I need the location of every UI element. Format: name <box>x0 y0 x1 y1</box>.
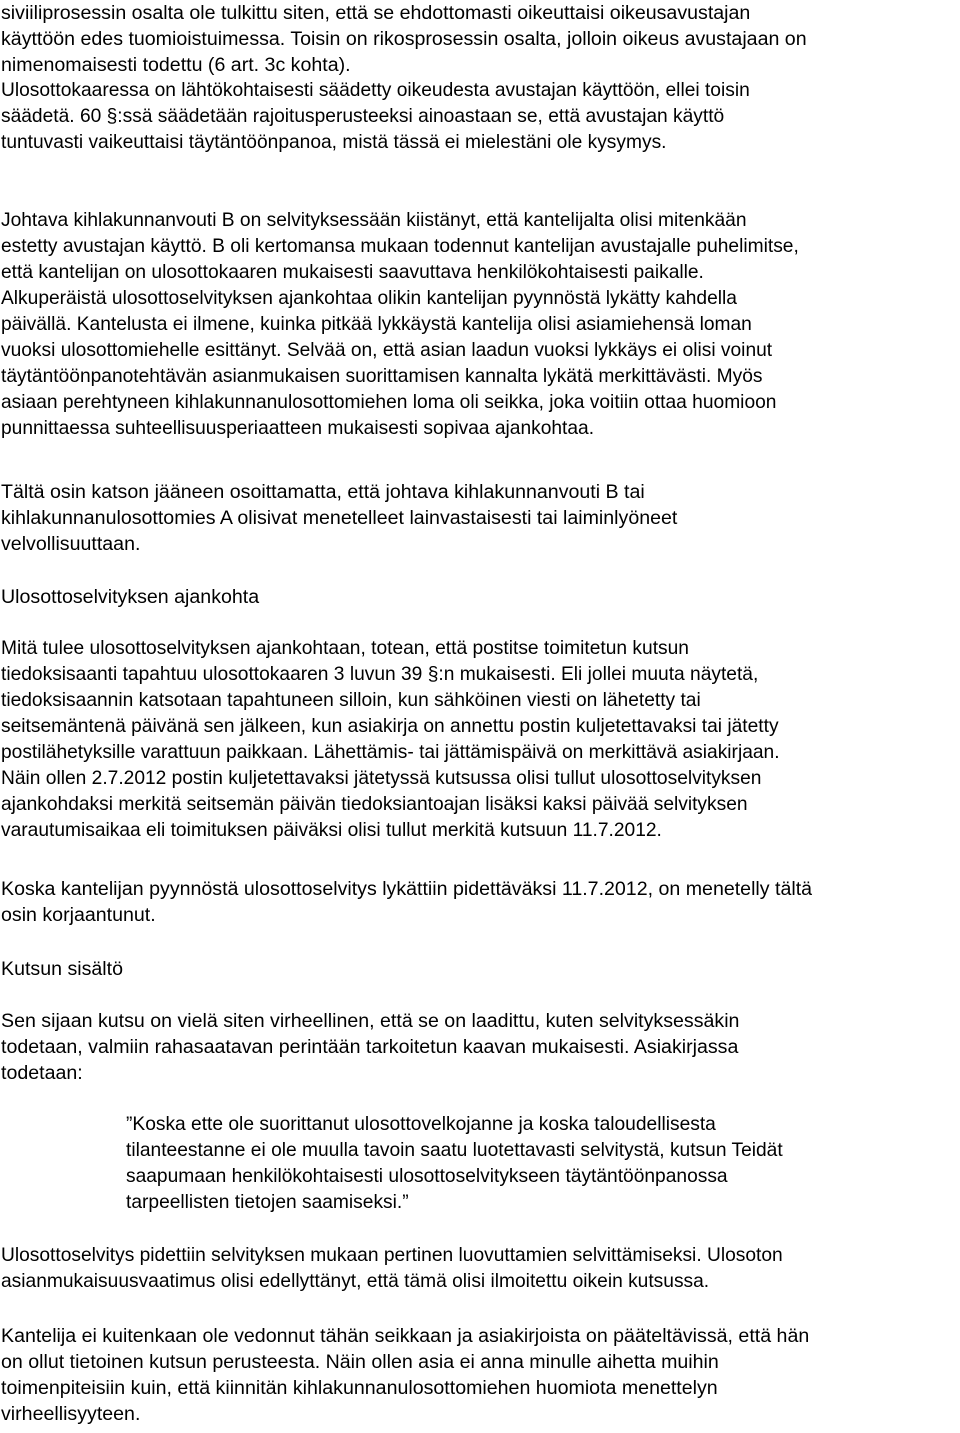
heading-enforcement-inquiry-date: Ulosottoselvityksen ajankohta <box>1 586 260 608</box>
heading-summons-content: Kutsun sisältö <box>1 958 123 980</box>
paragraph-enforcement-code: Ulosottokaaressa on lähtökohtaisesti säädetty oikeudesta avustajan käyttöön, ellei toisin säädetä. 60 §:ssä säädetään rajoitusperusteeksi ainoastaan se, että avustajan käyttö tuntuvasti vaikeuttaisi täytäntöönpanoa, mistä tässä ei mielestäni ole kysymys. <box>1 80 750 153</box>
paragraph-conclusion: Tältä osin katson jääneen osoittamatta, että johtava kihlakunnanvouti B tai kihlakunnanulosottomies A olisivat menetelleet lainvastaisesti tai laiminlyöneet velvollisuuttaan. <box>1 481 678 555</box>
paragraph-inquiry-purpose: Ulosottoselvitys pidettiin selvityksen mukaan pertinen luovuttamien selvittämiseksi. Ulosoton asianmukaisuusvaatimus olisi edellyttänyt, että tämä olisi ilmoitettu oikein kutsussa. <box>1 1245 783 1292</box>
paragraph-postponement: Koska kantelijan pyynnöstä ulosottoselvitys lykättiin pidettäväksi 11.7.2012, on menetelly tältä osin korjaantunut. <box>1 878 813 926</box>
paragraph-final-remark: Kantelija ei kuitenkaan ole vedonnut tähän seikkaan ja asiakirjoista on pääteltävissä, että hän on ollut tietoinen kutsun perusteesta. Näin ollen asia ei anna minulle aihetta muihin toimenpiteisiin kuin, että kiinnitän kihlakunnanulosottomiehen huomiota menettelyn virheellisyyteen. <box>1 1325 810 1425</box>
paragraph-summons-defect: Sen sijaan kutsu on vielä siten virheellinen, että se on laadittu, kuten selvityksessäkin todetaan, valmiin rahasaatavan perintään tarkoitetun kaavan mukaisesti. Asiakirjassa todetaan: <box>1 1010 740 1084</box>
paragraph-bailiff-statement: Johtava kihlakunnanvouti B on selvityksessään kiistänyt, että kantelijalta olisi mitenkään estetty avustajan käyttö. B oli kertomansa mukaan todennut kantelijan avustajalle puhelimitse, että kantelijan on ulosottokaaren mukaisesti saavuttava henkilökohtaisesti paikalle. Alkuperäistä ulosottoselvityksen ajankohtaa olikin kantelijan pyynnöstä lykätty kahdella päivällä. Kantelusta ei ilmene, kuinka pitkää lykkäystä kantelija olisi asiamiehensä loman vuoksi ulosottomiehelle esittänyt. Selvää on, että asian laadun vuoksi lykkäys ei olisi voinut täytäntöönpanotehtävän asianmukaisen suorittamisen kannalta lykätä merkittävästi. Myös asiaan perehtyneen kihlakunnanulosottomiehen loma oli seikka, joka voitiin ottaa huomioon punnittaessa suhteellisuusperiaatteen mukaisesti sopivaa ajankohtaa. <box>1 210 799 439</box>
paragraph-civil-procedure: siviiliprosessin osalta ole tulkittu siten, että se ehdottomasti oikeuttaisi oikeusavustajan käyttöön edes tuomioistuimessa. Toisin on rikosprosessin osalta, jolloin oikeus avustajaan on nimenomaisesti todettu (6 art. 3c kohta). <box>1 2 807 76</box>
block-quote-summons: ”Koska ette ole suorittanut ulosottovelkojanne ja koska taloudellisesta tilanteestanne ei ole muulla tavoin saatu luotettavasti selvitystä, kutsun Teidät saapumaan henkilökohtaisesti ulosottoselvitykseen täytäntöönpanossa tarpeellisten tietojen saamiseksi.” <box>126 1114 783 1213</box>
paragraph-inquiry-date: Mitä tulee ulosottoselvityksen ajankohtaan, totean, että postitse toimitetun kutsun tiedoksisaanti tapahtuu ulosottokaaren 3 luvun 39 §:n mukaisesti. Eli jollei muuta näytetä, tiedoksisaannin katsotaan tapahtuneen silloin, kun sähköinen viesti on lähetetty tai seitsemäntenä päivänä sen jälkeen, kun asiakirja on annettu postin kuljetettavaksi tai jätetty postilähetyksille varattuun paikkaan. Lähettämis- tai jättämispäivä on merkittävä asiakirjaan. Näin ollen 2.7.2012 postin kuljetettavaksi jätetyssä kutsussa olisi tullut ulosottoselvityksen ajankohdaksi merkitä seitsemän päivän tiedoksiantoajan lisäksi kaksi päivää selvityksen varautumisaikaa eli toimituksen päiväksi olisi tullut merkitä kutsuun 11.7.2012. <box>1 638 780 841</box>
